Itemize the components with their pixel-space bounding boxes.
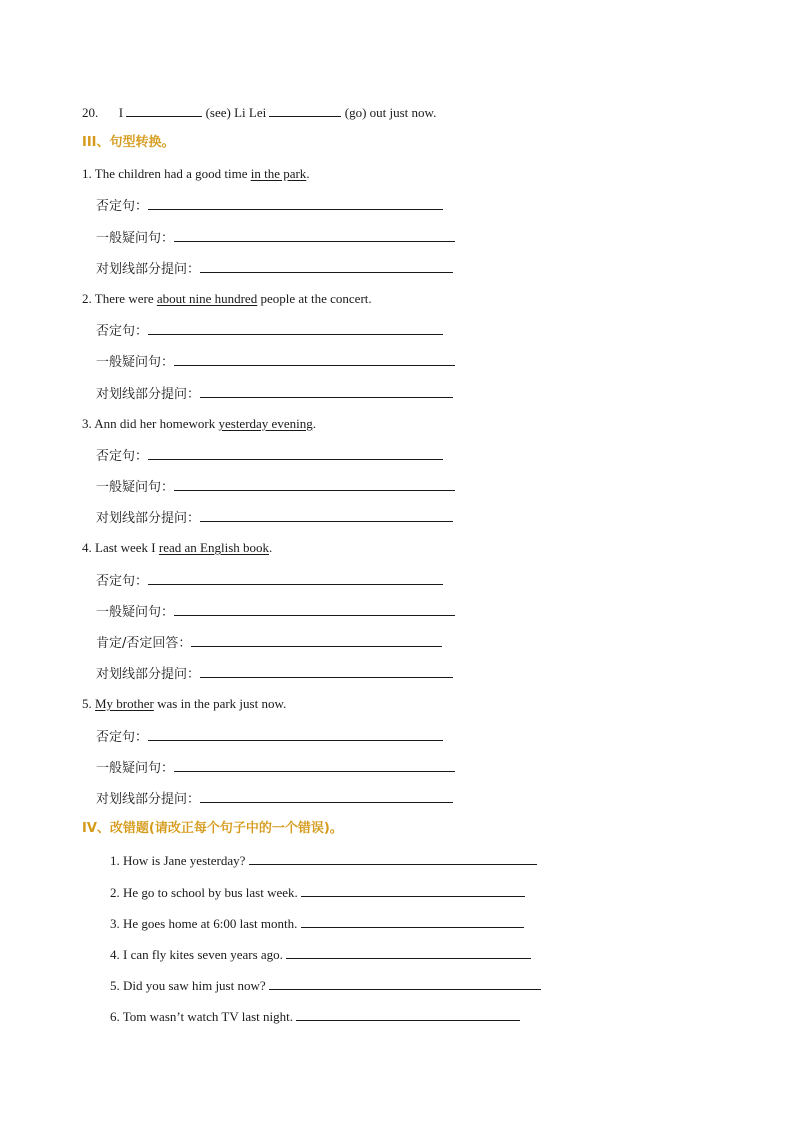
correction-item-5	[110, 977, 541, 993]
item-text: 1. The children had a good time	[82, 166, 251, 181]
item-text: 6. Tom wasn’t watch TV last night.	[110, 1009, 294, 1024]
negative-label: 否定句：	[96, 574, 149, 589]
wh-question-label: 对划线部分提问：	[96, 667, 201, 682]
item-text: was in the park just now.	[153, 696, 287, 711]
answer-blank[interactable]	[148, 322, 443, 335]
transform-item-3	[82, 416, 316, 432]
negative-row	[96, 322, 443, 338]
transform-item-2	[82, 291, 372, 307]
yesno-row	[96, 603, 455, 619]
item-text: 3. Ann did her homework	[82, 416, 219, 431]
item-text: 5. Did you saw him just now?	[110, 978, 266, 993]
negative-row	[96, 447, 443, 463]
answer-blank[interactable]	[286, 946, 531, 959]
answer-row	[96, 634, 442, 650]
answer-blank[interactable]	[200, 665, 453, 678]
underlined-phrase: in the park	[250, 166, 307, 181]
wh-question-row	[96, 385, 453, 401]
correction-item-3	[110, 915, 524, 931]
question-number: 20.	[82, 105, 99, 120]
answer-blank[interactable]	[174, 759, 455, 772]
item-text: 1. How is Jane yesterday?	[110, 853, 246, 868]
item-text: .	[306, 166, 310, 181]
question-text: (see) Li Lei	[205, 105, 267, 120]
item-text: 4. I can fly kites seven years ago.	[110, 947, 283, 962]
wh-question-row	[96, 790, 453, 806]
item-text: 2. There were	[82, 291, 157, 306]
yesno-row	[96, 478, 455, 494]
transform-item-4	[82, 540, 272, 556]
negative-label: 否定句：	[96, 199, 149, 214]
question-text: (go) out just now.	[344, 105, 437, 120]
answer-blank[interactable]	[301, 884, 525, 897]
item-text: 5.	[82, 696, 95, 711]
answer-blank[interactable]	[148, 447, 443, 460]
answer-blank[interactable]	[249, 852, 537, 865]
item-text: .	[269, 540, 273, 555]
transform-item-1	[82, 166, 310, 182]
underlined-phrase: yesterday evening	[218, 416, 313, 431]
transform-item-5	[82, 696, 286, 712]
answer-blank[interactable]	[296, 1008, 520, 1021]
negative-label: 否定句：	[96, 730, 149, 745]
negative-label: 否定句：	[96, 449, 149, 464]
yesno-label: 一般疑问句：	[96, 355, 175, 370]
answer-blank[interactable]	[174, 353, 455, 366]
yesno-label: 一般疑问句：	[96, 605, 175, 620]
question-20	[82, 104, 436, 120]
negative-row	[96, 728, 443, 744]
item-text: 2. He go to school by bus last week.	[110, 885, 298, 900]
answer-blank[interactable]	[174, 229, 455, 242]
yesno-label: 一般疑问句：	[96, 761, 175, 776]
negative-label: 否定句：	[96, 324, 149, 339]
correction-item-6	[110, 1008, 520, 1024]
item-text: people at the concert.	[257, 291, 372, 306]
answer-blank[interactable]	[269, 977, 541, 990]
correction-item-4	[110, 946, 531, 962]
answer-blank[interactable]	[200, 790, 453, 803]
item-text: 3. He goes home at 6:00 last month.	[110, 916, 298, 931]
answer-blank[interactable]	[269, 104, 341, 117]
answer-blank[interactable]	[174, 478, 455, 491]
answer-blank[interactable]	[148, 728, 443, 741]
correction-item-1	[110, 852, 537, 868]
underlined-phrase: My brother	[95, 696, 154, 711]
negative-row	[96, 197, 443, 213]
answer-blank[interactable]	[301, 915, 524, 928]
answer-blank[interactable]	[200, 385, 453, 398]
question-subject: I	[118, 105, 124, 120]
underlined-phrase: read an English book	[158, 540, 270, 555]
answer-blank[interactable]	[126, 104, 202, 117]
answer-blank[interactable]	[191, 634, 442, 647]
wh-question-row	[96, 260, 453, 276]
item-text: 4. Last week I	[82, 540, 159, 555]
wh-question-row	[96, 665, 453, 681]
wh-question-label: 对划线部分提问：	[96, 511, 201, 526]
item-text: .	[312, 416, 316, 431]
negative-row	[96, 572, 443, 588]
wh-question-label: 对划线部分提问：	[96, 387, 201, 402]
answer-blank[interactable]	[200, 509, 453, 522]
answer-blank[interactable]	[148, 572, 443, 585]
answer-blank[interactable]	[200, 260, 453, 273]
wh-question-row	[96, 509, 453, 525]
yesno-row	[96, 229, 455, 245]
answer-blank[interactable]	[148, 197, 443, 210]
answer-blank[interactable]	[174, 603, 455, 616]
section-4-title: IV、改错题(请改正每个句子中的一个错误)。	[82, 821, 343, 836]
correction-item-2	[110, 884, 525, 900]
wh-question-label: 对划线部分提问：	[96, 792, 201, 807]
yesno-label: 一般疑问句：	[96, 480, 175, 495]
yesno-row	[96, 759, 455, 775]
wh-question-label: 对划线部分提问：	[96, 262, 201, 277]
section-3-title: III、句型转换。	[82, 135, 175, 150]
yesno-row	[96, 353, 455, 369]
yesno-label: 一般疑问句：	[96, 231, 175, 246]
underlined-phrase: about nine hundred	[156, 291, 258, 306]
answer-label: 肯定/否定回答：	[96, 636, 192, 651]
